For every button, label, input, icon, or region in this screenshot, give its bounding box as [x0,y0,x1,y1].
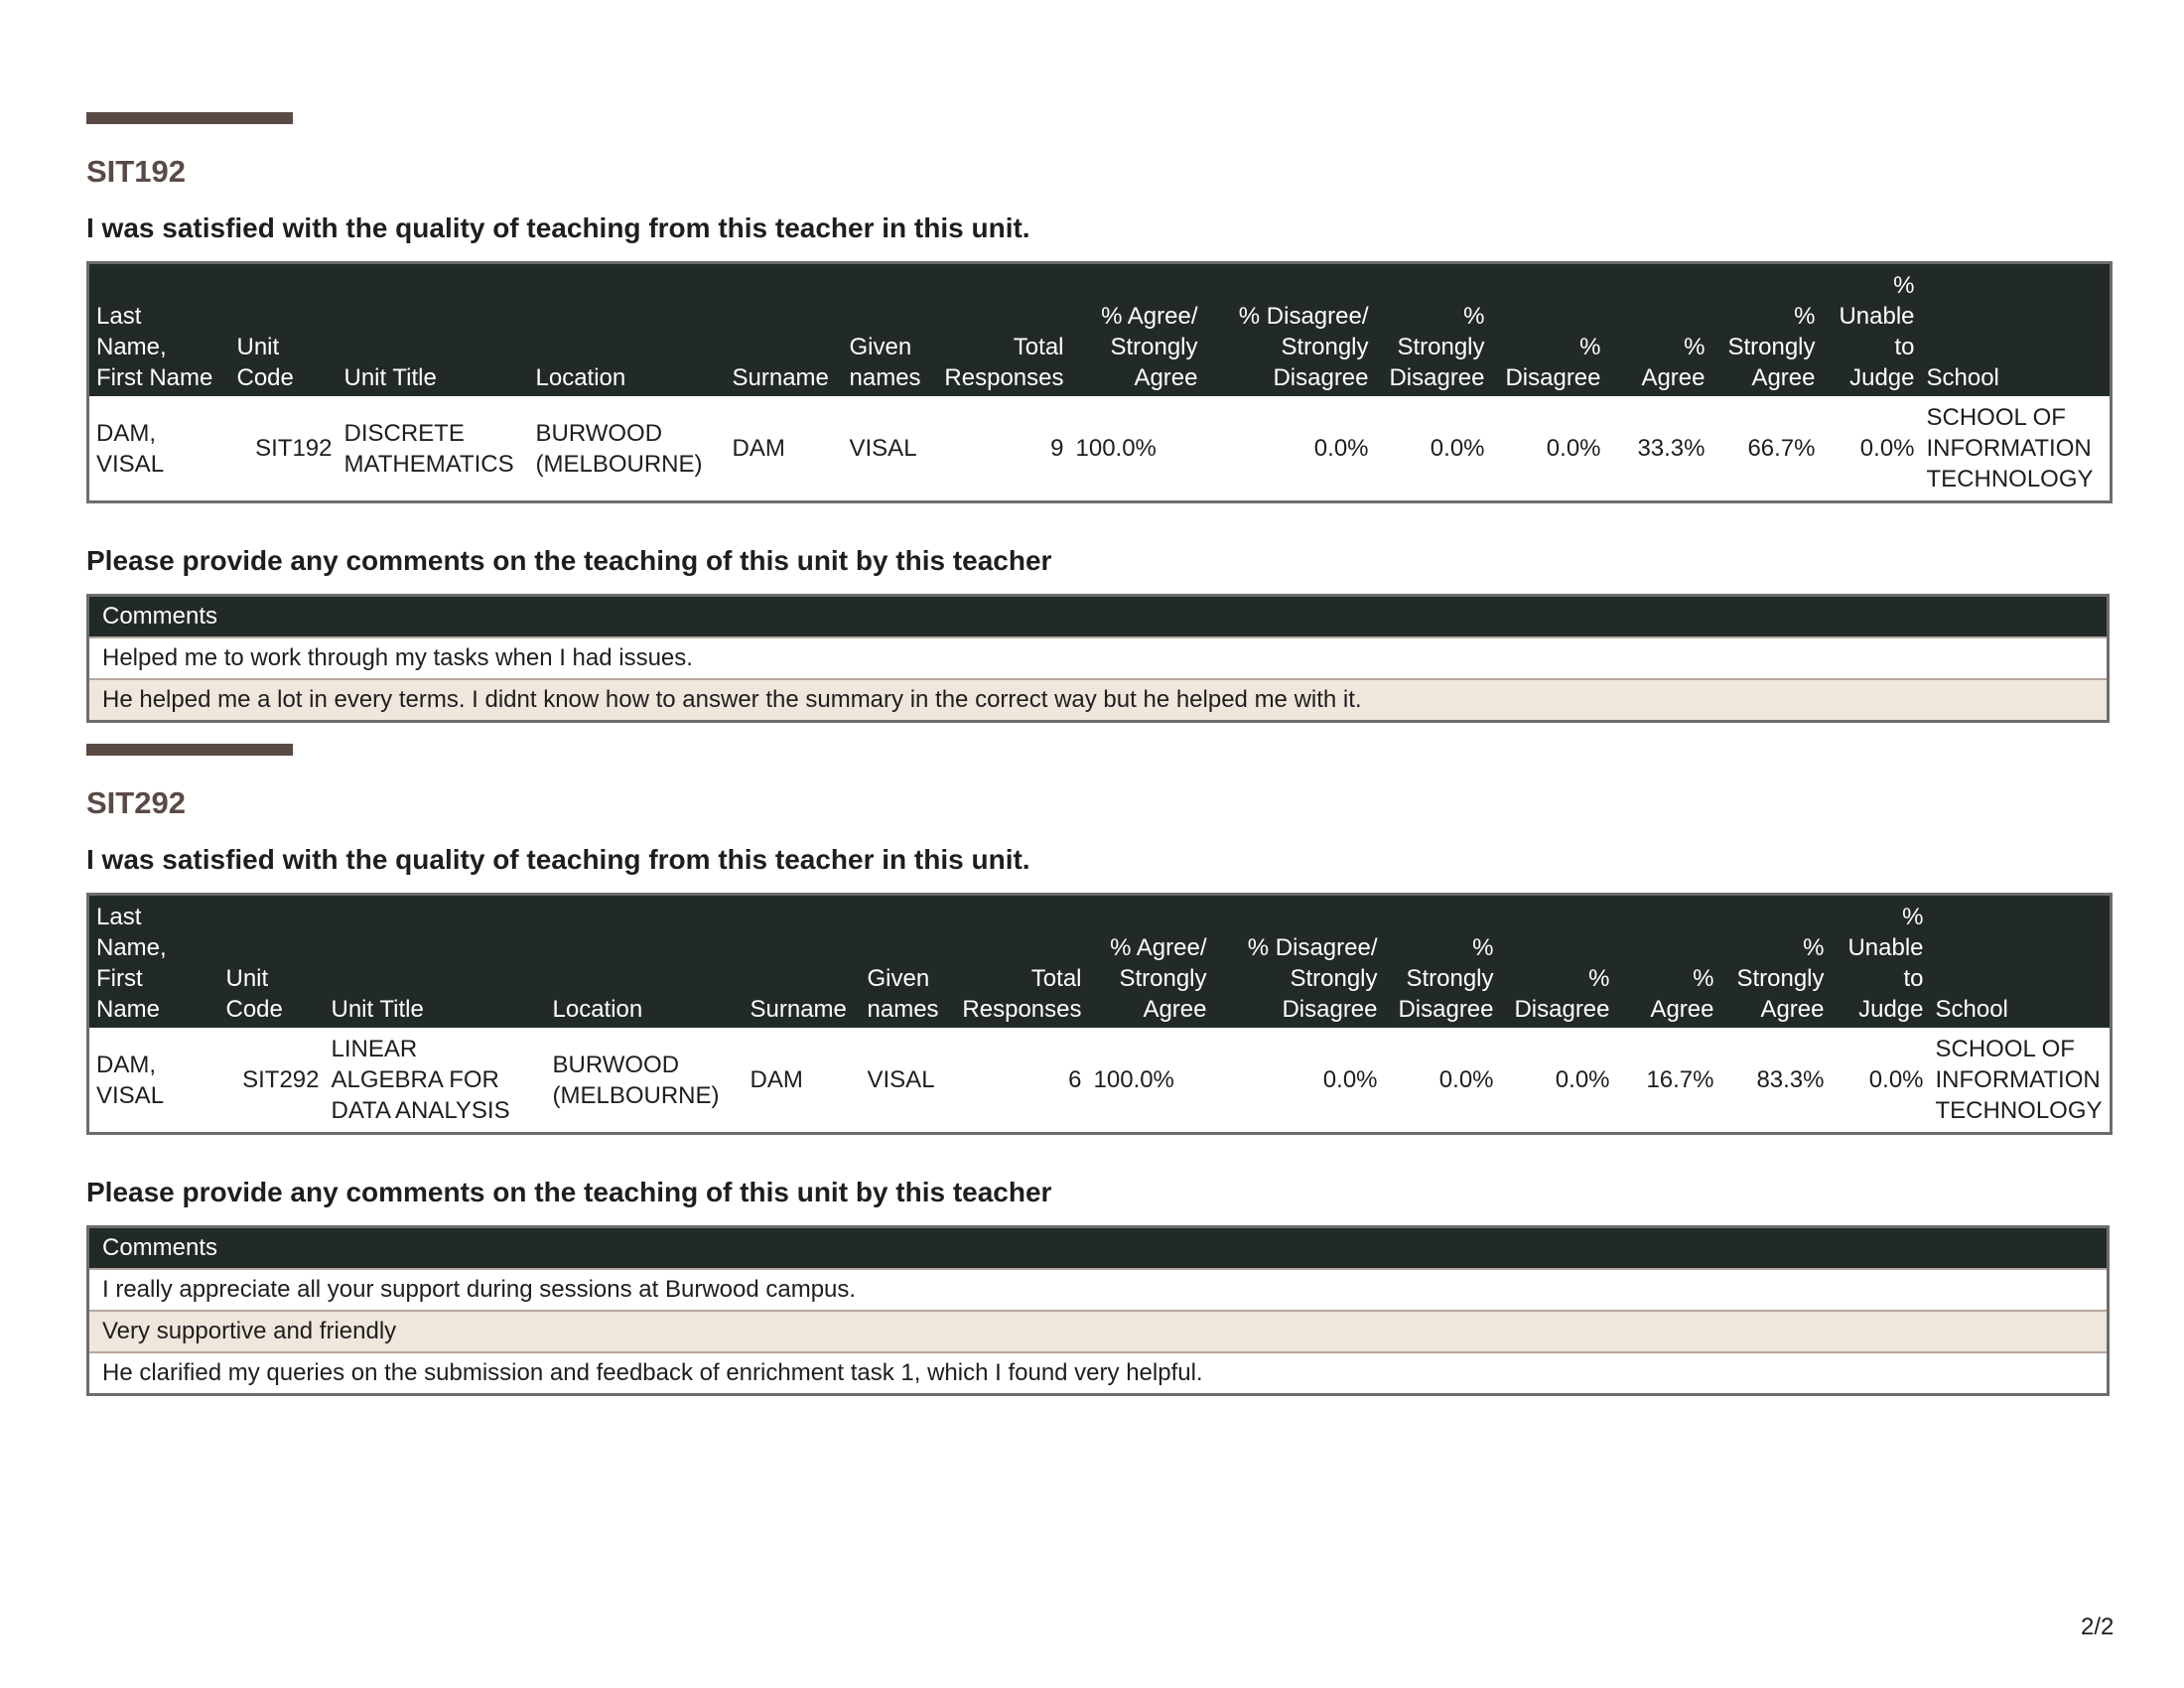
col-header-disagree: % Disagree [1490,263,1606,397]
col-header-unit-code: Unit Code [230,263,338,397]
comments-header: Comments [88,1227,2109,1270]
col-header-disagree-strongly-disagree: % Disagree/ Strongly Disagree [1212,895,1383,1029]
results-table [86,893,2113,1135]
cell-surname: DAM [732,435,785,462]
col-header-unable-to-judge: % Unable to Judge [1830,895,1929,1029]
cell-strongly-disagree: 0.0% [1430,435,1485,462]
comment-text: Very supportive and friendly [88,1311,2109,1352]
cell-total-responses: 9 [1050,435,1064,462]
col-header-strongly-disagree: % Strongly Disagree [1374,263,1490,397]
question-heading: I was satisfied with the quality of teaching from this teacher in this unit. [86,212,1030,243]
comment-text: I really appreciate all your support during sessions at Burwood campus. [88,1269,2109,1311]
results-table [86,261,2113,503]
col-header-given-names: Given names [861,895,952,1029]
cell-disagree: 0.0% [1555,1066,1610,1093]
cell-name: DAM, VISAL [96,1051,165,1109]
cell-surname: DAM [750,1066,803,1093]
col-header-total-responses: Total Responses [934,263,1069,397]
col-header-strongly-agree: % Strongly Agree [1710,263,1821,397]
cell-school: SCHOOL OF INFORMATION TECHNOLOGY [1935,1036,2103,1124]
cell-unit-code: SIT192 [255,435,333,462]
cell-disagree: 0.0% [1546,435,1601,462]
col-header-school: School [1929,895,2112,1029]
section-accent-bar [86,112,293,124]
cell-strongly-agree: 83.3% [1756,1066,1825,1093]
unit-code-heading: SIT192 [86,154,186,189]
results-header-row [88,263,2112,397]
section-accent-bar [86,744,293,756]
comments-table [86,594,2110,723]
list-item [88,1311,2109,1352]
col-header-total-responses: Total Responses [952,895,1087,1029]
col-header-surname: Surname [726,263,843,397]
unit-section-sit192 [86,112,2110,723]
col-header-agree: % Agree [1615,895,1719,1029]
col-header-unit-title: Unit Title [325,895,546,1029]
table-row [88,1028,2112,1134]
list-item [88,1269,2109,1311]
col-header-agree: % Agree [1606,263,1710,397]
list-item [88,637,2109,679]
cell-school: SCHOOL OF INFORMATION TECHNOLOGY [1926,404,2094,492]
cell-name: DAM, VISAL [96,419,165,478]
col-header-location: Location [546,895,744,1029]
col-header-surname: Surname [744,895,861,1029]
col-header-disagree-strongly-disagree: % Disagree/ Strongly Disagree [1203,263,1374,397]
cell-strongly-agree: 66.7% [1747,435,1816,462]
cell-unable-to-judge: 0.0% [1868,1066,1924,1093]
cell-unit-title: DISCRETE MATHEMATICS [343,419,514,478]
col-header-name: Last Name, First Name [88,263,230,397]
comment-text: Helped me to work through my tasks when I had issues. [88,637,2109,679]
question-heading: I was satisfied with the quality of teaching from this teacher in this unit. [86,844,1030,875]
col-header-given-names: Given names [843,263,934,397]
col-header-disagree: % Disagree [1499,895,1615,1029]
unit-code-heading: SIT292 [86,785,186,820]
cell-agree: 33.3% [1637,435,1706,462]
col-header-agree-strongly-agree: % Agree/ Strongly Agree [1069,263,1203,397]
cell-given-names: VISAL [867,1066,935,1093]
cell-agree-strongly-agree: 100.0% [1093,1066,1174,1093]
cell-agree-strongly-agree: 100.0% [1075,435,1157,462]
cell-given-names: VISAL [849,435,917,462]
cell-disagree-strongly-disagree: 0.0% [1313,435,1369,462]
comments-heading: Please provide any comments on the teaching of this unit by this teacher [86,545,1052,576]
cell-total-responses: 6 [1068,1066,1082,1093]
col-header-name: Last Name, First Name [88,895,219,1029]
col-header-school: School [1920,263,2112,397]
cell-disagree-strongly-disagree: 0.0% [1322,1066,1378,1093]
comments-heading: Please provide any comments on the teaching of this unit by this teacher [86,1177,1052,1207]
results-header-row [88,895,2112,1029]
col-header-strongly-agree: % Strongly Agree [1719,895,1830,1029]
comments-header: Comments [88,596,2109,638]
cell-unit-title: LINEAR ALGEBRA FOR DATA ANALYSIS [331,1036,510,1124]
col-header-location: Location [529,263,726,397]
cell-strongly-disagree: 0.0% [1438,1066,1494,1093]
col-header-unit-code: Unit Code [219,895,325,1029]
col-header-unable-to-judge: % Unable to Judge [1821,263,1920,397]
cell-unit-code: SIT292 [242,1066,320,1093]
table-row [88,396,2112,502]
page-number: 2/2 [2081,1614,2115,1640]
cell-location: BURWOOD (MELBOURNE) [535,419,703,478]
list-item [88,679,2109,722]
cell-agree: 16.7% [1646,1066,1714,1093]
comments-table [86,1225,2110,1396]
col-header-strongly-disagree: % Strongly Disagree [1383,895,1499,1029]
cell-location: BURWOOD (MELBOURNE) [552,1051,720,1109]
unit-section-sit292 [86,744,2110,1396]
col-header-unit-title: Unit Title [338,263,529,397]
comment-text: He helped me a lot in every terms. I didnt know how to answer the summary in the correct way but he helped me with it. [88,679,2109,722]
comment-text: He clarified my queries on the submission and feedback of enrichment task 1, which I found very helpful. [88,1352,2109,1395]
cell-unable-to-judge: 0.0% [1859,435,1915,462]
col-header-agree-strongly-agree: % Agree/ Strongly Agree [1087,895,1212,1029]
list-item [88,1352,2109,1395]
